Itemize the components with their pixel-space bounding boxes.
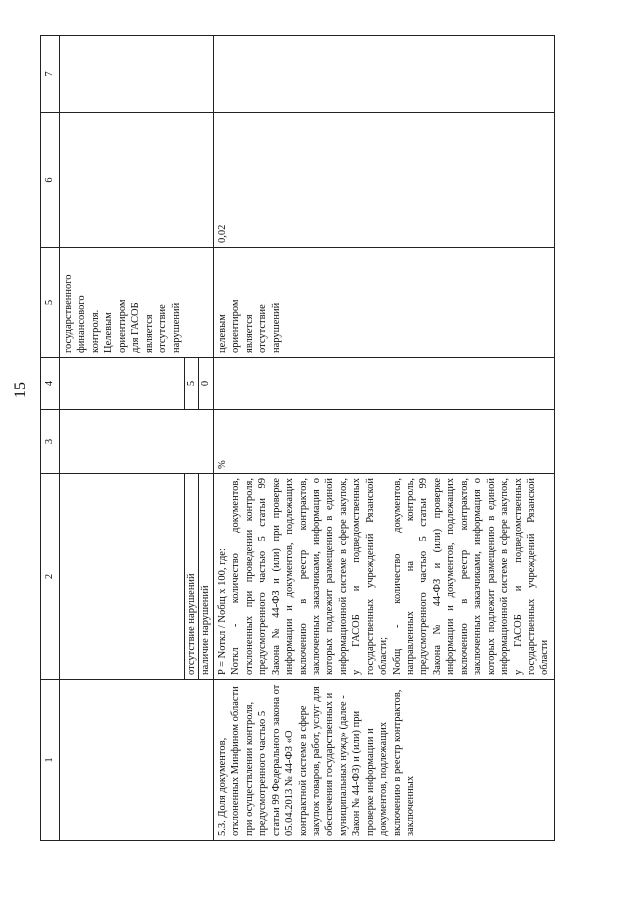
indicator-formula-cell: [213, 474, 554, 680]
value-violations: 0: [199, 358, 213, 410]
cell-continued-col2: [60, 474, 185, 680]
col-header-2: 2: [41, 474, 60, 680]
indicator-name: 5.3. Доля документов, отклоненных Минфином области при осуществлении контроля, предусмотренного частью 5 статьи 99 Федерального закона от 05.04.2013 № 44-ФЗ «О контрактной системе в сфере закупок товаров, работ, услуг для обеспечения государственных и муниципальных нужд» (далее - Закон № 44-ФЗ) и (или) при проверке информации и документов, подлежащих включению в реестр контрактов, заключенных: [213, 680, 554, 841]
indicator-target: целевым ориентиром является отсутствие нарушений: [213, 248, 554, 358]
indicator-desc-total: Nобщ - количество документов, направленных на контроль, предусмотренного частью 5 статьи 99 Закона № 44-ФЗ и (или) проверке информации и документов, подлежащих включению в реестр контрактов, заключенных заказчиками, информация о которых подлежит размещению в единой информационной системе в сфере закупок, у ГАСОБ и подведомственных государственных учреждений Рязанской области: [391, 478, 551, 675]
table-row-indicator-5-3: [213, 36, 554, 841]
header-row: [41, 36, 60, 841]
cell-continued-col1: [60, 680, 214, 841]
indicator-formula: P = Nоткл / Nобщ x 100, где:: [216, 548, 228, 675]
cell-continued-col4: [60, 358, 185, 410]
page-number: 15: [12, 382, 29, 398]
indicator-col7: [213, 36, 554, 113]
cell-continued-target: государственного финансового контроля. Целевым ориентиром для ГАСОБ является отсутствие нарушений: [60, 248, 214, 358]
indicators-table: [40, 35, 555, 841]
col-header-5: 5: [41, 248, 60, 358]
value-no-violations: 5: [185, 358, 199, 410]
cell-continued-col6: [60, 113, 214, 248]
col-header-4: 4: [41, 358, 60, 410]
col-header-7: 7: [41, 36, 60, 113]
indicator-value: 0,02: [213, 113, 554, 248]
label-no-violations: отсутствие нарушений: [185, 474, 199, 680]
rotated-table-wrapper: [40, 36, 615, 841]
indicator-weight: [213, 358, 554, 410]
col-header-6: 6: [41, 113, 60, 248]
label-violations: наличие нарушений: [199, 474, 213, 680]
indicator-unit: %: [213, 410, 554, 474]
indicator-desc-rejected: Nоткл - количество документов, отклоненных при проведении контроля, предусмотренного частью 5 статьи 99 Закона № 44-ФЗ и (или) при проверке информации и документов, подлежащих включению в реестр контрактов, заключенных заказчиками, информация о которых подлежит размещению в единой информационной системе в сфере закупок, у ГАСОБ и подведомственных государственных учреждений Рязанской области;: [230, 478, 390, 675]
cell-continued-col7: [60, 36, 214, 113]
table-row-continued: [60, 36, 185, 841]
col-header-3: 3: [41, 410, 60, 474]
cell-continued-col3: [60, 410, 214, 474]
col-header-1: 1: [41, 680, 60, 841]
